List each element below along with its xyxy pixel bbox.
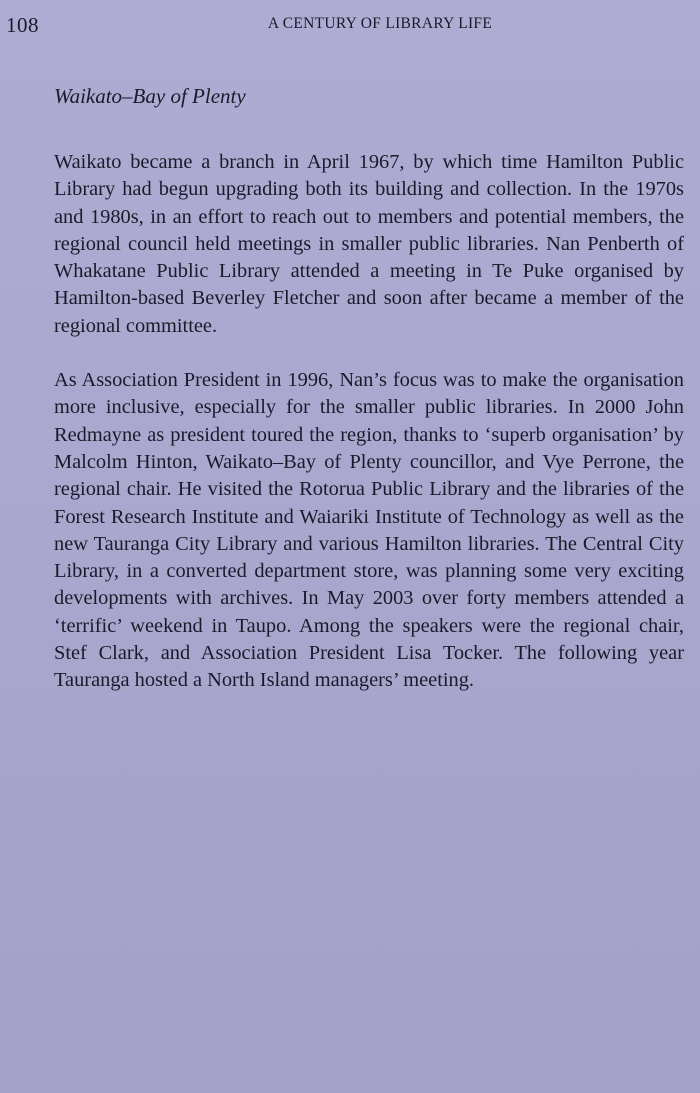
running-head: A CENTURY OF LIBRARY LIFE — [267, 15, 493, 32]
page-content — [54, 84, 684, 722]
paragraph-2: As Association President in 1996, Nan’s focus was to make the organisation more inclusive, especially for the smaller public libraries. In 2000 John Redmayne as president toured the region, thanks to ‘superb organisation’ by Malcolm Hinton, Waikato–Bay of Plenty councillor, and Vye Perrone, the regional chair. He visited the Rotorua Public Library and the libraries of the Forest Research Institute and Waiariki Institute of Technology as well as the new Tauranga City Library and various Hamilton libraries. The Central City Library, in a converted department store, was planning some very exciting developments with archives. In May 2003 over forty members attended a ‘terrific’ weekend in Taupo. Among the speakers were the regional chair, Stef Clark, and Association President Lisa Tocker. The following year Tauranga hosted a North Island managers’ meeting. — [54, 369, 684, 692]
page-header — [0, 10, 700, 40]
page-number: 108 — [6, 13, 39, 37]
section-title: Waikato–Bay of Plenty — [54, 84, 246, 108]
paragraph-1: Waikato became a branch in April 1967, by which time Hamilton Public Library had begun upgrading both its building and collection. In the 1970s and 1980s, in an effort to reach out to members and potential members, the regional council held meetings in smaller public libraries. Nan Penberth of Whakatane Public Library attended a meeting in Te Puke organised by Hamilton-based Beverley Fletcher and soon after became a member of the regional committee. — [54, 151, 684, 337]
